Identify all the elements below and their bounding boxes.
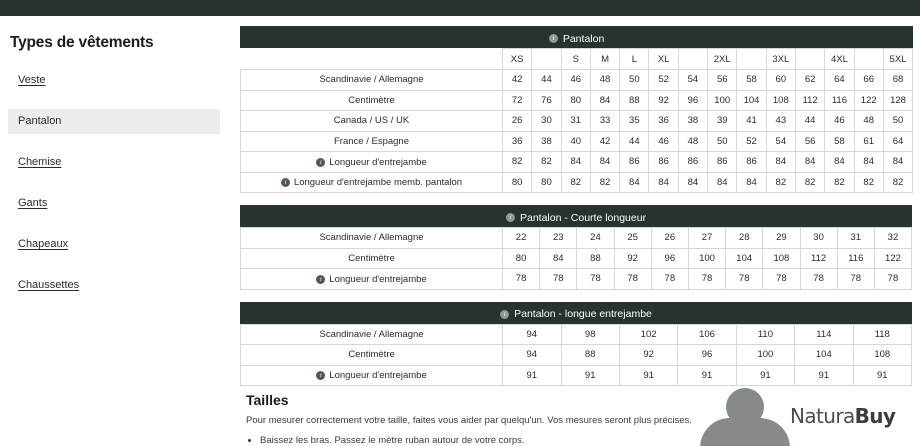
cell: 118 <box>853 324 911 345</box>
logo-text-second: Buy <box>854 404 896 428</box>
cell: 91 <box>503 365 561 386</box>
sidebar-item-label: Veste <box>18 74 46 86</box>
cell: 62 <box>795 70 824 91</box>
cell: 76 <box>532 90 561 111</box>
cell: 43 <box>766 111 795 132</box>
cell: 61 <box>854 131 883 152</box>
cell: 64 <box>825 70 854 91</box>
header-spacer-1 <box>532 49 561 70</box>
cell: 82 <box>561 172 590 193</box>
cell: 78 <box>688 269 725 290</box>
header-blank <box>241 49 503 70</box>
cell: 91 <box>619 365 677 386</box>
cell: 48 <box>854 111 883 132</box>
info-icon[interactable]: i <box>316 275 325 284</box>
info-icon[interactable]: i <box>500 310 509 319</box>
row-label: Scandinavie / Allemagne <box>241 228 503 249</box>
cell: 92 <box>649 90 678 111</box>
cell: 36 <box>649 111 678 132</box>
table-caption <box>240 302 912 324</box>
cell: 28 <box>726 228 763 249</box>
table-row <box>241 172 913 193</box>
cell: 52 <box>649 70 678 91</box>
table-row <box>241 248 912 269</box>
cell: 36 <box>503 131 532 152</box>
table-caption <box>240 205 912 227</box>
cell: 92 <box>614 248 651 269</box>
cell: 84 <box>649 172 678 193</box>
cell: 68 <box>883 70 912 91</box>
header-l: L <box>620 49 649 70</box>
table-row <box>241 131 913 152</box>
cell: 100 <box>708 90 737 111</box>
top-bar <box>0 0 920 16</box>
cell: 84 <box>795 152 824 173</box>
row-label: Scandinavie / Allemagne <box>241 324 503 345</box>
cell: 82 <box>825 172 854 193</box>
cell: 78 <box>651 269 688 290</box>
header-xl: XL <box>649 49 678 70</box>
cell: 72 <box>503 90 532 111</box>
header-spacer-3 <box>737 49 766 70</box>
row-label <box>241 269 503 290</box>
cell: 86 <box>649 152 678 173</box>
cell: 46 <box>825 111 854 132</box>
cell: 106 <box>678 324 736 345</box>
cell: 66 <box>854 70 883 91</box>
cell: 82 <box>590 172 619 193</box>
header-xs: XS <box>503 49 532 70</box>
cell: 88 <box>561 345 619 366</box>
cell: 39 <box>708 111 737 132</box>
row-label: Centimètre <box>241 345 503 366</box>
size-table-pantalon-courte-longueur <box>240 205 912 290</box>
cell: 52 <box>737 131 766 152</box>
cell: 46 <box>561 70 590 91</box>
table-caption <box>240 26 913 48</box>
cell: 84 <box>766 152 795 173</box>
cell: 82 <box>766 172 795 193</box>
cell: 96 <box>678 90 707 111</box>
sidebar-item-label: Chaussettes <box>18 279 80 291</box>
cell: 33 <box>590 111 619 132</box>
cell: 48 <box>678 131 707 152</box>
cell: 78 <box>726 269 763 290</box>
cell: 82 <box>532 152 561 173</box>
header-spacer-5 <box>854 49 883 70</box>
cell: 78 <box>763 269 800 290</box>
header-5xl: 5XL <box>883 49 912 70</box>
cell: 22 <box>503 228 540 249</box>
sidebar-item-chaussettes[interactable] <box>0 273 232 298</box>
cell: 82 <box>503 152 532 173</box>
sidebar-item-pantalon[interactable] <box>8 109 220 134</box>
row-label: France / Espagne <box>241 131 503 152</box>
cell: 44 <box>795 111 824 132</box>
table-row <box>241 365 912 386</box>
sidebar-item-label: Chapeaux <box>18 238 69 250</box>
cell: 104 <box>795 345 853 366</box>
cell: 44 <box>532 70 561 91</box>
cell: 32 <box>874 228 911 249</box>
cell: 96 <box>651 248 688 269</box>
header-s: S <box>561 49 590 70</box>
row-label-text: Longueur d'entrejambe memb. pantalon <box>293 177 463 189</box>
cell: 78 <box>614 269 651 290</box>
tailles-bullet-list <box>246 434 716 446</box>
row-label: Canada / US / UK <box>241 111 503 132</box>
table-row <box>241 152 913 173</box>
sidebar-item-veste[interactable] <box>0 68 232 93</box>
cell: 108 <box>763 248 800 269</box>
cell: 78 <box>577 269 614 290</box>
cell: 78 <box>837 269 874 290</box>
tailles-section <box>246 392 716 446</box>
cell: 82 <box>795 172 824 193</box>
cell: 98 <box>561 324 619 345</box>
cell: 44 <box>620 131 649 152</box>
cell: 54 <box>678 70 707 91</box>
size-table-pantalon-longue-entrejambe <box>240 302 912 387</box>
cell: 54 <box>766 131 795 152</box>
cell: 88 <box>577 248 614 269</box>
row-label-text: Longueur d'entrejambe <box>329 273 427 285</box>
row-label-text: Longueur d'entrejambe <box>329 370 427 382</box>
cell: 24 <box>577 228 614 249</box>
row-label: Centimètre <box>241 90 503 111</box>
cell: 122 <box>874 248 911 269</box>
sidebar-item-label: Chemise <box>18 156 62 168</box>
silhouette-body <box>700 418 790 446</box>
list-item: • Baissez les bras. Passez le mètre ruban autour de votre corps. <box>260 434 716 446</box>
cell: 84 <box>590 90 619 111</box>
cell: 91 <box>561 365 619 386</box>
header-m: M <box>590 49 619 70</box>
sidebar-item-label: Pantalon <box>18 115 62 127</box>
cell: 27 <box>688 228 725 249</box>
cell: 94 <box>503 345 561 366</box>
cell: 80 <box>532 172 561 193</box>
cell: 86 <box>678 152 707 173</box>
cell: 42 <box>503 70 532 91</box>
cell: 31 <box>837 228 874 249</box>
cell: 86 <box>708 152 737 173</box>
sidebar-item-chemise[interactable] <box>0 150 232 175</box>
cell: 40 <box>561 131 590 152</box>
cell: 100 <box>688 248 725 269</box>
cell: 64 <box>883 131 912 152</box>
header-spacer-2 <box>678 49 707 70</box>
table-row <box>241 345 912 366</box>
cell: 128 <box>883 90 912 111</box>
cell: 91 <box>678 365 736 386</box>
info-icon[interactable]: i <box>506 213 515 222</box>
row-label-text: Longueur d'entrejambe <box>329 156 427 168</box>
tailles-heading: Tailles <box>246 392 289 408</box>
cell: 102 <box>619 324 677 345</box>
cell: 82 <box>883 172 912 193</box>
table-row <box>241 269 912 290</box>
row-label <box>241 152 503 173</box>
cell: 112 <box>800 248 837 269</box>
cell: 50 <box>708 131 737 152</box>
person-silhouette-icon <box>700 388 790 446</box>
cell: 84 <box>620 172 649 193</box>
cell: 42 <box>590 131 619 152</box>
info-icon[interactable]: i <box>316 158 325 167</box>
size-tables <box>240 26 912 398</box>
cell: 31 <box>561 111 590 132</box>
cell: 26 <box>503 111 532 132</box>
header-2xl: 2XL <box>708 49 737 70</box>
cell: 108 <box>766 90 795 111</box>
cell: 116 <box>837 248 874 269</box>
cell: 104 <box>726 248 763 269</box>
cell: 80 <box>561 90 590 111</box>
info-icon[interactable]: i <box>281 178 290 187</box>
cell: 84 <box>678 172 707 193</box>
table-row <box>241 90 913 111</box>
cell: 84 <box>883 152 912 173</box>
cell: 84 <box>825 152 854 173</box>
row-label <box>241 172 503 193</box>
cell: 78 <box>540 269 577 290</box>
row-label: Centimètre <box>241 248 503 269</box>
info-icon[interactable]: i <box>316 371 325 380</box>
cell: 78 <box>503 269 540 290</box>
cell: 86 <box>737 152 766 173</box>
cell: 84 <box>540 248 577 269</box>
cell: 50 <box>883 111 912 132</box>
size-table-pantalon <box>240 26 913 193</box>
naturabuy-logo <box>790 404 895 428</box>
row-label: Scandinavie / Allemagne <box>241 70 503 91</box>
cell: 38 <box>532 131 561 152</box>
table-row <box>241 228 912 249</box>
tailles-intro: Pour mesurer correctement votre taille, faites vous aider par quelqu'un. Vos mesures seront plus précises. <box>246 415 692 426</box>
cell: 88 <box>620 90 649 111</box>
cell: 35 <box>620 111 649 132</box>
cell: 56 <box>708 70 737 91</box>
cell: 38 <box>678 111 707 132</box>
cell: 60 <box>766 70 795 91</box>
cell: 46 <box>649 131 678 152</box>
cell: 82 <box>854 172 883 193</box>
cell: 104 <box>737 90 766 111</box>
cell: 29 <box>763 228 800 249</box>
cell: 84 <box>854 152 883 173</box>
info-icon[interactable]: i <box>549 34 558 43</box>
header-4xl: 4XL <box>825 49 854 70</box>
cell: 110 <box>736 324 794 345</box>
table-row <box>241 111 913 132</box>
cell: 25 <box>614 228 651 249</box>
cell: 122 <box>854 90 883 111</box>
cell: 56 <box>795 131 824 152</box>
cell: 48 <box>590 70 619 91</box>
cell: 108 <box>853 345 911 366</box>
cell: 26 <box>651 228 688 249</box>
cell: 50 <box>620 70 649 91</box>
cell: 114 <box>795 324 853 345</box>
header-spacer-4 <box>795 49 824 70</box>
sidebar-item-gants[interactable] <box>0 191 232 216</box>
row-label <box>241 365 503 386</box>
cell: 92 <box>619 345 677 366</box>
cell: 78 <box>874 269 911 290</box>
sidebar-item-chapeaux[interactable] <box>0 232 232 257</box>
table-row <box>241 70 913 91</box>
cell: 78 <box>800 269 837 290</box>
table-title: Pantalon - longue entrejambe <box>514 308 652 320</box>
table-row <box>241 324 912 345</box>
table-title: Pantalon - Courte longueur <box>519 211 647 224</box>
sidebar-item-label: Gants <box>18 197 48 209</box>
cell: 86 <box>620 152 649 173</box>
cell: 30 <box>532 111 561 132</box>
cell: 41 <box>737 111 766 132</box>
cell: 91 <box>736 365 794 386</box>
cell: 94 <box>503 324 561 345</box>
sidebar-title: Types de vêtements <box>10 34 154 51</box>
cell: 112 <box>795 90 824 111</box>
logo-text-first: Natura <box>790 404 855 428</box>
cell: 84 <box>561 152 590 173</box>
cell: 58 <box>825 131 854 152</box>
cell: 80 <box>503 172 532 193</box>
cell: 84 <box>708 172 737 193</box>
table-header-row <box>241 49 913 70</box>
cell: 30 <box>800 228 837 249</box>
sidebar <box>0 16 232 446</box>
cell: 84 <box>737 172 766 193</box>
cell: 80 <box>503 248 540 269</box>
cell: 91 <box>795 365 853 386</box>
cell: 100 <box>736 345 794 366</box>
cell: 91 <box>853 365 911 386</box>
cell: 96 <box>678 345 736 366</box>
header-3xl: 3XL <box>766 49 795 70</box>
cell: 23 <box>540 228 577 249</box>
cell: 84 <box>590 152 619 173</box>
cell: 116 <box>825 90 854 111</box>
cell: 58 <box>737 70 766 91</box>
table-title: Pantalon <box>562 32 605 45</box>
